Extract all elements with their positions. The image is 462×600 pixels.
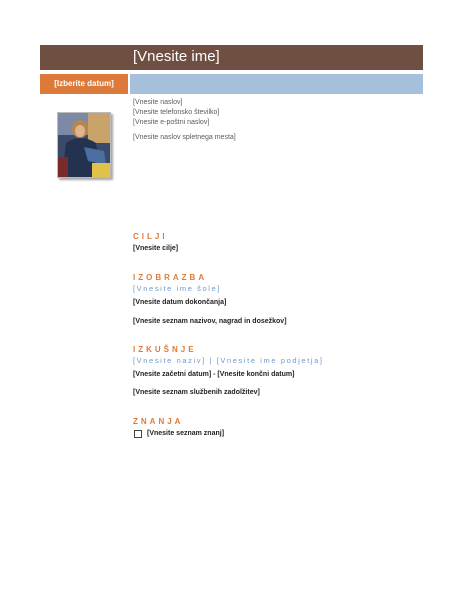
awards-field[interactable]: [Vnesite seznam nazivov, nagrad in dosežkov] — [133, 318, 287, 325]
date-picker[interactable]: [Izberite datum] — [40, 74, 128, 94]
phone-field[interactable]: [Vnesite telefonsko številko] — [133, 109, 220, 116]
address-field[interactable]: [Vnesite naslov] — [133, 99, 183, 106]
school-field[interactable]: [Vnesite ime šole] — [133, 284, 221, 293]
goals-heading: CILJI — [133, 232, 168, 241]
dates-field[interactable]: [Vnesite začetni datum] - [Vnesite končni datum] — [133, 371, 295, 378]
email-field[interactable]: [Vnesite e-poštni naslov] — [133, 119, 210, 126]
experience-heading: IZKUŠNJE — [133, 345, 197, 354]
duties-field[interactable]: [Vnesite seznam službenih zadolžitev] — [133, 389, 260, 396]
skills-field[interactable]: [Vnesite seznam znanj] — [147, 430, 225, 437]
completion-date-field[interactable]: [Vnesite datum dokončanja] — [133, 299, 227, 306]
website-field[interactable]: [Vnesite naslov spletnega mesta] — [133, 134, 236, 141]
skills-checkbox[interactable] — [134, 430, 142, 438]
accent-bar — [130, 74, 423, 94]
education-heading: IZOBRAZBA — [133, 273, 208, 282]
skills-heading: ZNANJA — [133, 417, 184, 426]
name-field[interactable]: [Vnesite ime] — [133, 48, 220, 65]
goals-field[interactable]: [Vnesite cilje] — [133, 245, 179, 252]
name-banner — [40, 45, 423, 70]
position-company-field[interactable]: [Vnesite naziv] | [Vnesite ime podjetja] — [133, 356, 324, 365]
person-photo-image — [58, 113, 110, 177]
profile-photo[interactable] — [57, 112, 111, 178]
